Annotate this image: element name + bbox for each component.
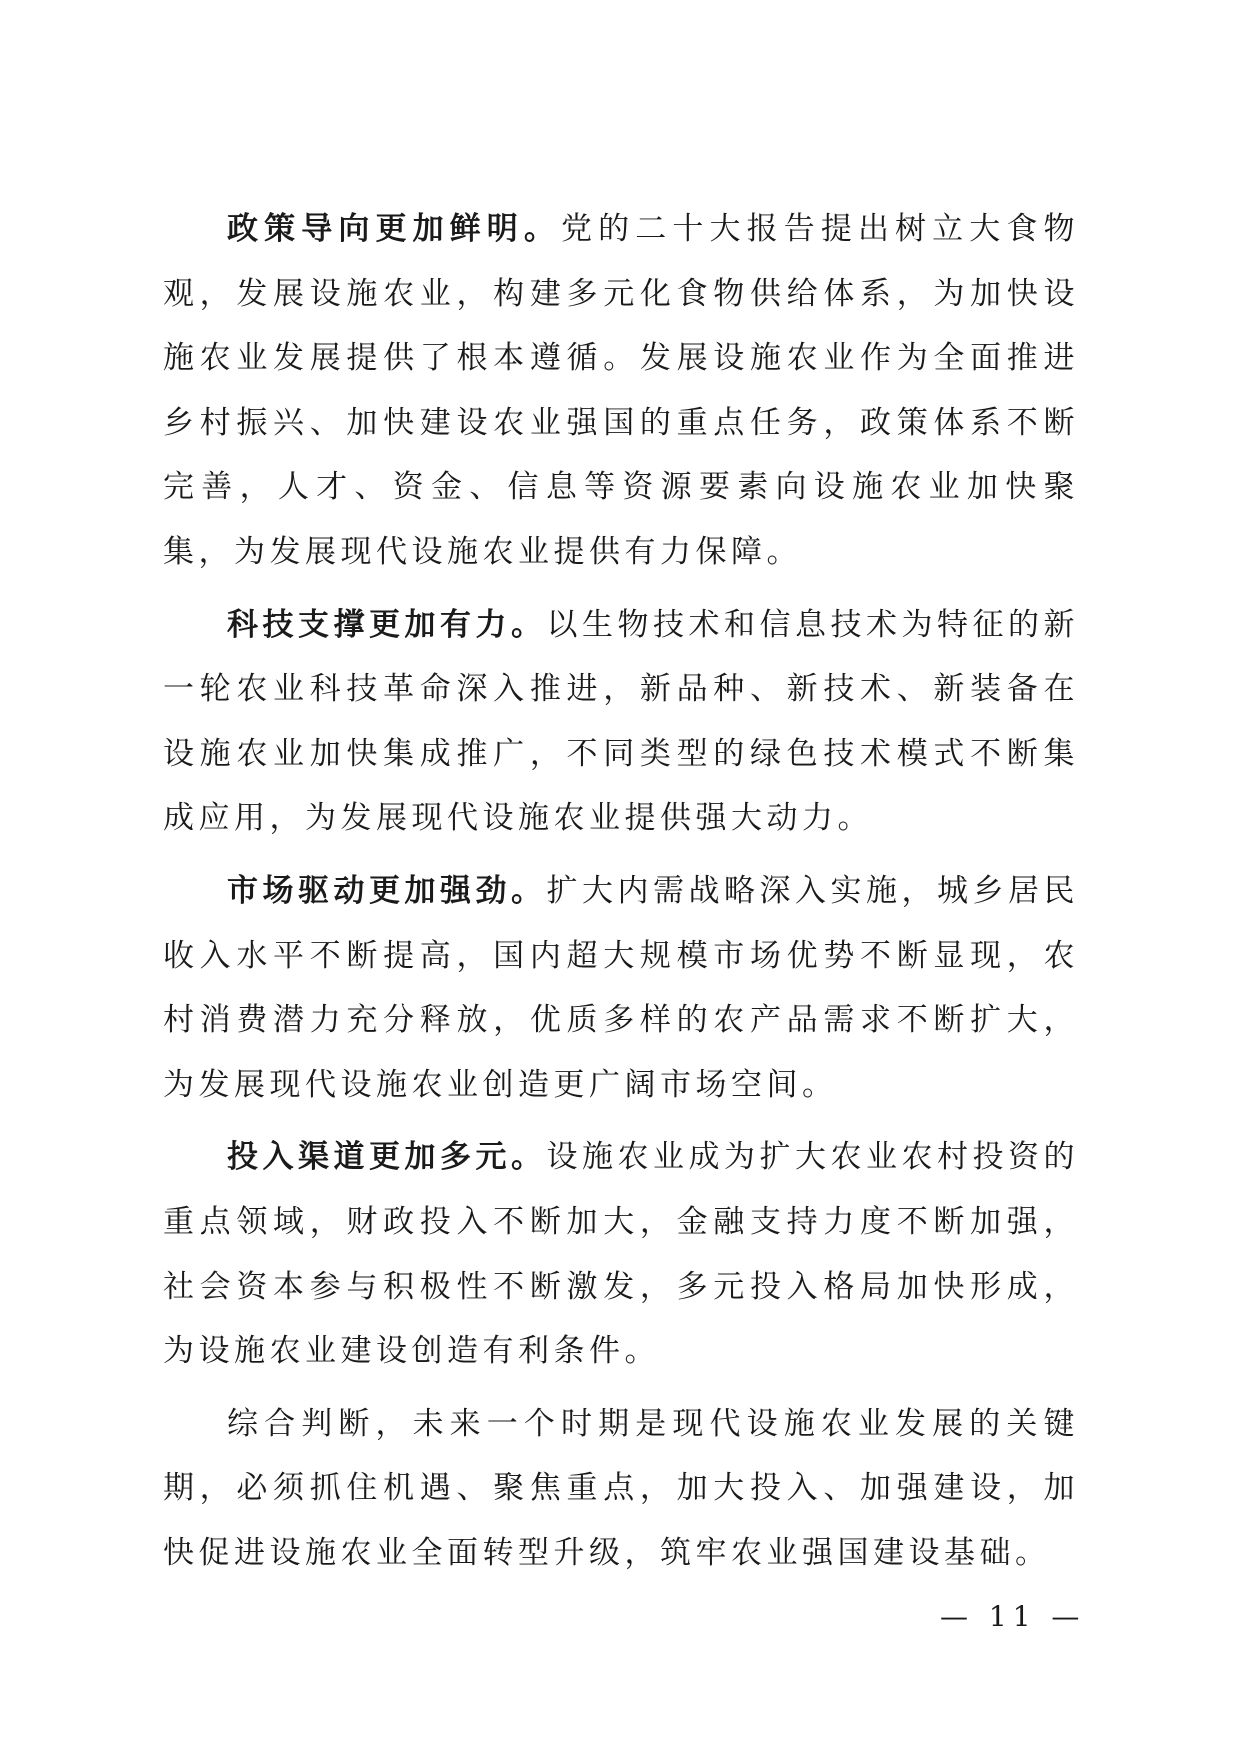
paragraph-conclusion <box>163 1392 1079 1586</box>
paragraph-lead: 投入渠道更加多元。 <box>227 1139 547 1176</box>
page-number: — 11 — <box>940 1600 1086 1633</box>
paragraph-lead: 市场驱动更加强劲。 <box>227 872 547 909</box>
paragraph-policy <box>163 197 1079 585</box>
paragraph-technology <box>163 593 1079 851</box>
paragraph-text: 党的二十大报告提出树立大食物观，发展设施农业，构建多元化食物供给体系，为加快设施农业发展提供了根本遵循。发展设施农业作为全面推进乡村振兴、加快建设农业强国的重点任务，政策体系不断完善，人才、资金、信息等资源要素向设施农业加快聚集，为发展现代设施农业提供有力保障。 <box>163 211 1080 570</box>
paragraph-market <box>163 859 1079 1117</box>
paragraph-investment <box>163 1125 1079 1383</box>
paragraph-lead: 科技支撑更加有力。 <box>227 606 547 643</box>
paragraph-text: 以生物技术和信息技术为特征的新一轮农业科技革命深入推进，新品种、新技术、新装备在设施农业加快集成推广，不同类型的绿色技术模式不断集成应用，为发展现代设施农业提供强大动力。 <box>163 606 1079 837</box>
paragraph-lead: 政策导向更加鲜明。 <box>227 211 562 247</box>
paragraph-text: 设施农业成为扩大农业农村投资的重点领域，财政投入不断加大，金融支持力度不断加强，社会资本参与积极性不断激发，多元投入格局加快形成，为设施农业建设创造有利条件。 <box>163 1139 1079 1370</box>
paragraph-text: 扩大内需战略深入实施，城乡居民收入水平不断提高，国内超大规模市场优势不断显现，农村消费潜力充分释放，优质多样的农产品需求不断扩大，为发展现代设施农业创造更广阔市场空间。 <box>163 872 1079 1103</box>
document-body <box>163 197 1079 1593</box>
paragraph-text: 综合判断，未来一个时期是现代设施农业发展的关键期，必须抓住机遇、聚焦重点，加大投入、加强建设，加快促进设施农业全面转型升级，筑牢农业强国建设基础。 <box>163 1405 1079 1571</box>
